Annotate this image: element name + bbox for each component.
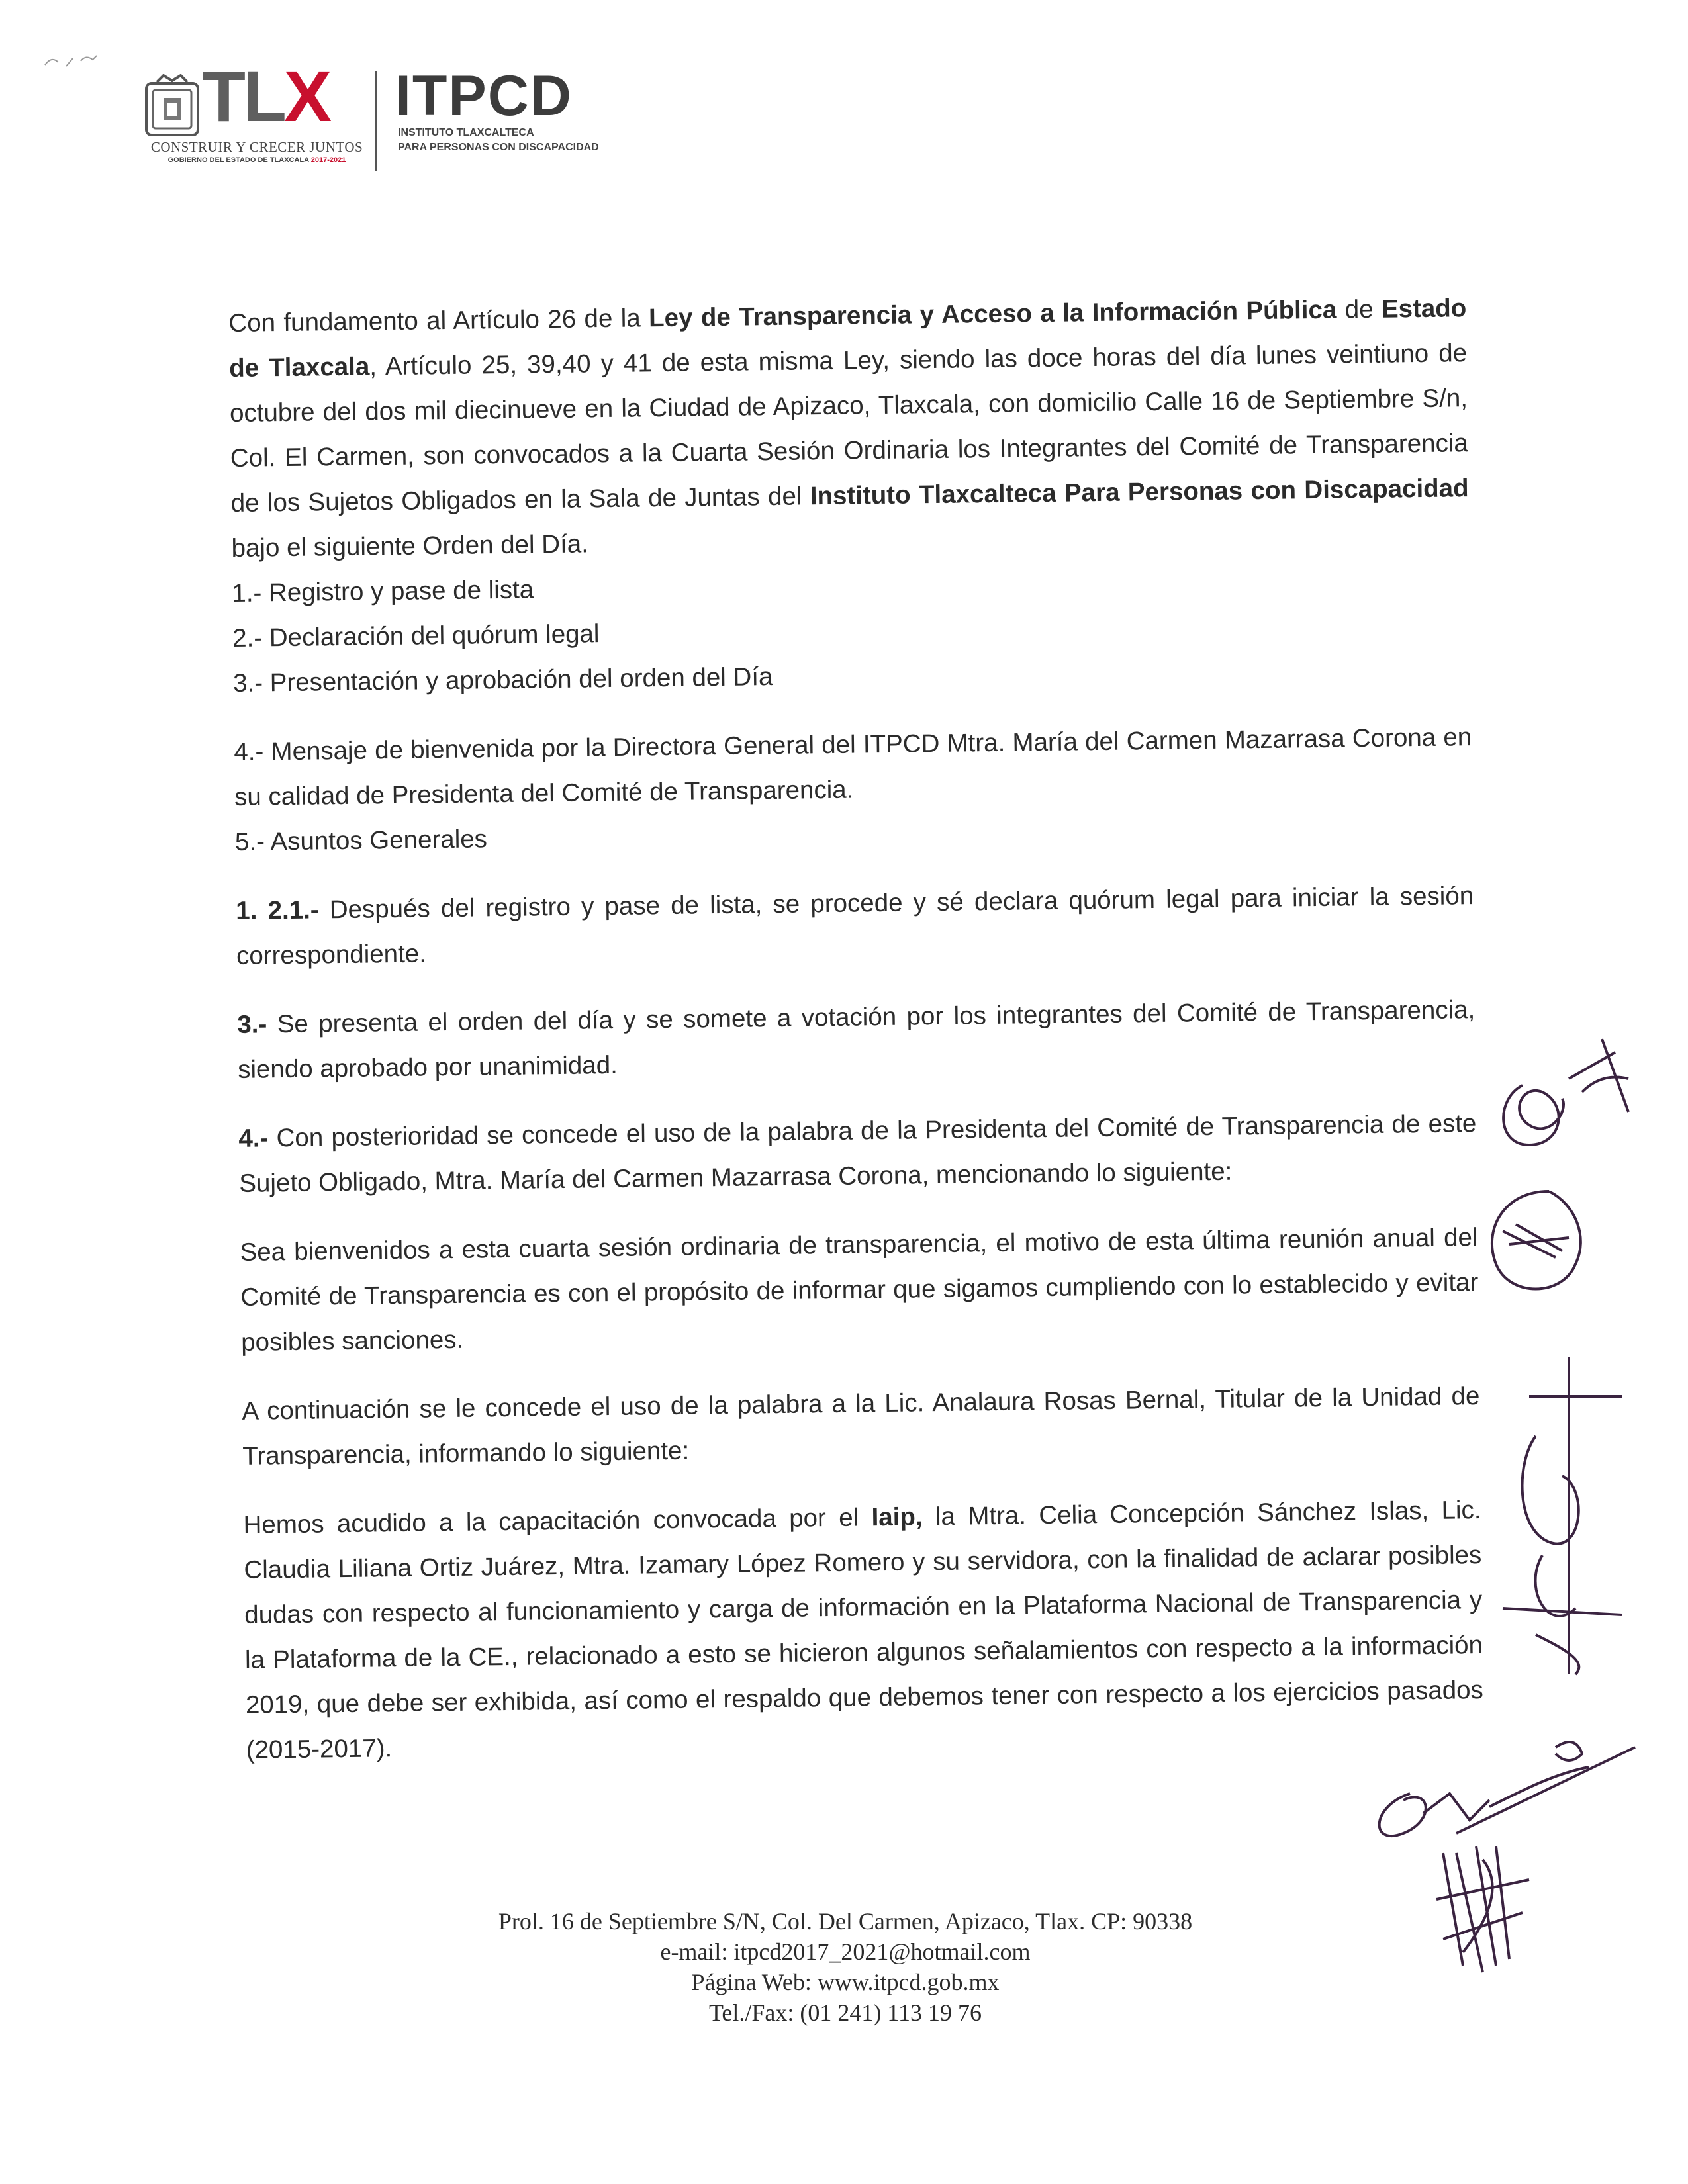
tlx-x-letter: X bbox=[283, 56, 329, 136]
report-text-1: Hemos acudido a la capacitación convocada por el bbox=[243, 1503, 872, 1539]
agenda-item-1: 1.- Registro y pase de lista bbox=[232, 575, 534, 608]
continuation-paragraph: A continuación se le concede el uso de la palabra a la Lic. Analaura Rosas Bernal, Titular de la Unidad de Transparencia, informando lo siguiente: bbox=[242, 1382, 1480, 1471]
development-president-text: Con posterioridad se concede el uso de la palabra de la Presidenta del Comité de Transparencia de este Sujeto Obligado, Mtra. María del Carmen Mazarrasa Corona, mencionando lo siguiente: bbox=[239, 1109, 1477, 1198]
welcome-speech: Sea bienvenidos a esta cuarta sesión ordinaria de transparencia, el motivo de esta última reunión anual del Comité de Transparencia es con el propósito de informar que sigamos cumpliendo con lo establecido y evitar posibles sanciones. bbox=[240, 1223, 1479, 1357]
footer-website: Página Web: www.itpcd.gob.mx bbox=[691, 1969, 1000, 1995]
document-footer bbox=[0, 1906, 1688, 2028]
iaip-name: Iaip, bbox=[871, 1502, 923, 1532]
agenda-item-5: 5.- Asuntos Generales bbox=[234, 825, 488, 856]
government-years: 2017-2021 bbox=[310, 156, 346, 164]
intro-text-1: Con fundamento al Artículo 26 de la bbox=[228, 304, 649, 338]
agenda-item-3: 3.- Presentación y aprobación del orden del Día bbox=[232, 662, 773, 698]
development-agenda-vote bbox=[237, 987, 1476, 1093]
institute-name-line1: INSTITUTO TLAXCALTECA bbox=[398, 127, 534, 138]
tlx-logo-wordmark bbox=[202, 56, 329, 136]
law-name: Ley de Transparencia y Acceso a la Información Pública bbox=[648, 295, 1337, 333]
footer-address: Prol. 16 de Septiembre S/N, Col. Del Carmen, Apizaco, Tlax. CP: 90338 bbox=[498, 1908, 1193, 1934]
transparency-report bbox=[243, 1488, 1484, 1773]
itpcd-logo-wordmark: ITPCD bbox=[395, 64, 573, 128]
development-quorum-text: Después del registro y pase de lista, se procede y sé declara quórum legal para iniciar la sesión correspondiente. bbox=[236, 882, 1474, 970]
signature-1 bbox=[1483, 1032, 1642, 1165]
scan-mark bbox=[40, 46, 119, 73]
intro-text-3: , Artículo 25, 39,40 y 41 de esta misma Ley, siendo las doce horas del día lunes veintiuno de octubre del dos mil diecinueve en la Ciudad de Apizaco, Tlaxcala, con domicilio Calle 16 de Septiembre S/n, Col. El Carmen, son convocados a la Cuarta Sesión Ordinaria los Integrantes del Comité de Transparencia de los Sujetos Obligados en la Sala de Juntas del bbox=[229, 339, 1469, 518]
development-president-label: 4.- bbox=[238, 1124, 269, 1153]
agenda-item-4: 4.- Mensaje de bienvenida por la Directora General del ITPCD Mtra. María del Carmen Mazarrasa Corona en su calidad de Presidenta del Comité de Transparencia. bbox=[234, 723, 1472, 811]
state-name: Estado de Tlaxcala bbox=[228, 294, 1467, 383]
development-president-speech bbox=[238, 1101, 1477, 1206]
footer-phone: Tel./Fax: (01 241) 113 19 76 bbox=[708, 1999, 982, 2026]
logo-tagline: CONSTRUIR Y CRECER JUNTOS bbox=[150, 139, 363, 155]
agenda-item-2: 2.- Declaración del quórum legal bbox=[232, 619, 600, 653]
development-quorum-label: 1. 2.1.- bbox=[235, 895, 319, 925]
development-agenda-vote-text: Se presenta el orden del día y se somete a votación por los integrantes del Comité de Transparencia, siendo aprobado por unanimidad. bbox=[237, 995, 1476, 1084]
document-body bbox=[228, 286, 1484, 1773]
institute-name-line2: PARA PERSONAS CON DISCAPACIDAD bbox=[398, 142, 599, 153]
intro-text-2: de bbox=[1336, 295, 1382, 324]
institute-name: Instituto Tlaxcalteca Para Personas con Discapacidad bbox=[810, 474, 1469, 511]
report-text-2: la Mtra. Celia Concepción Sánchez Islas, Lic. Claudia Liliana Ortiz Juárez, Mtra. Izamary López Romero y su servidora, con la finalidad de aclarar posibles dudas con respecto al funcionamiento y carga de información en la Plataforma Nacional de Transparencia y la Plataforma de la CE., relacionado a esto se hicieron algunos señalamientos con respecto a la información 2019, que debe ser exhibida, así como el respaldo que debemos tener con respecto a los ejercicios pasados (2015-2017). bbox=[244, 1496, 1484, 1764]
signature-2 bbox=[1476, 1178, 1609, 1304]
intro-text-4: bajo el siguiente Orden del Día. bbox=[231, 529, 589, 563]
government-line bbox=[141, 156, 373, 164]
footer-email: e-mail: itpcd2017_2021@hotmail.com bbox=[660, 1938, 1031, 1965]
development-agenda-vote-label: 3.- bbox=[237, 1010, 267, 1039]
intro-paragraph bbox=[228, 286, 1470, 571]
letterhead bbox=[136, 56, 639, 179]
tlx-letters: TL bbox=[202, 56, 284, 136]
signature-3 bbox=[1476, 1357, 1635, 1688]
development-quorum bbox=[236, 874, 1475, 979]
government-name: GOBIERNO DEL ESTADO DE TLAXCALA bbox=[167, 156, 309, 164]
state-seal-logo bbox=[144, 74, 201, 138]
logo-divider bbox=[375, 71, 377, 171]
